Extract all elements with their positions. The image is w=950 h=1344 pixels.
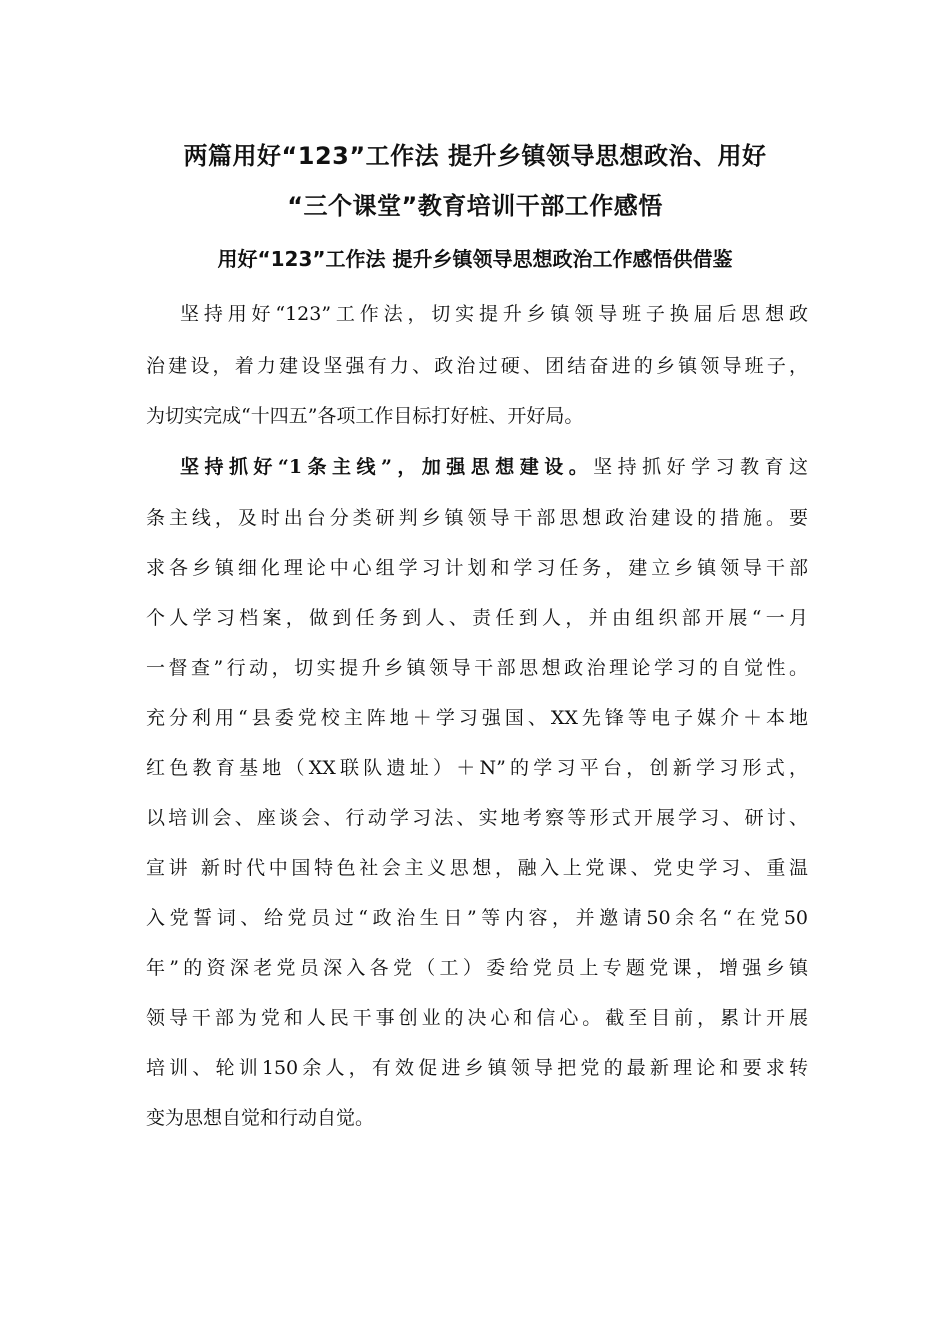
paragraph-2-line-6: 充分利用“县委党校主阵地＋学习强国、XX先锋等电子媒介＋本地 (146, 707, 808, 729)
paragraph-2-line-2: 条主线，及时出台分类研判乡镇领导干部思想政治建设的措施。要 (146, 507, 808, 529)
paragraph-2-line-4: 个人学习档案，做到任务到人、责任到人，并由组织部开展“一月 (146, 607, 808, 629)
paragraph-1-line-3: 为切实完成“十四五”各项工作目标打好桩、开好局。 (146, 405, 584, 427)
paragraph-1-line-2: 治建设，着力建设坚强有力、政治过硬、团结奋进的乡镇领导班子， (146, 355, 808, 377)
paragraph-2-line-3: 求各乡镇细化理论中心组学习计划和学习任务，建立乡镇领导干部 (146, 557, 808, 579)
paragraph-2-line-10: 入党誓词、给党员过“政治生日”等内容，并邀请50余名“在党50 (146, 907, 808, 929)
paragraph-2-line-5: 一督查”行动，切实提升乡镇领导干部思想政治理论学习的自觉性。 (146, 657, 808, 679)
paragraph-2-line-12: 领导干部为党和人民干事创业的决心和信心。截至目前，累计开展 (146, 1007, 808, 1029)
paragraph-2-line-7: 红色教育基地（XX联队遗址）＋N”的学习平台，创新学习形式， (146, 757, 808, 779)
document-title-line-2: “三个课堂”教育培训干部工作感悟 (287, 192, 663, 220)
paragraph-2-line-11: 年”的资深老党员深入各党（工）委给党员上专题党课，增强乡镇 (146, 957, 808, 979)
paragraph-2-first-rest: 坚持抓好学习教育这 (593, 456, 808, 478)
paragraph-2-line-13: 培训、轮训150余人，有效促进乡镇领导把党的最新理论和要求转 (146, 1057, 808, 1079)
paragraph-1-line-1: 坚持用好“123”工作法，切实提升乡镇领导班子换届后思想政 (180, 303, 808, 325)
paragraph-2-line-1 (180, 455, 808, 479)
document-title-line-1: 两篇用好“123”工作法 提升乡镇领导思想政治、用好 (183, 142, 767, 170)
section-heading: 用好“123”工作法 提升乡镇领导思想政治工作感悟供借鉴 (217, 247, 733, 271)
paragraph-2-line-8: 以培训会、座谈会、行动学习法、实地考察等形式开展学习、研讨、 (146, 807, 808, 829)
paragraph-2-bold-lead: 坚持抓好“1条主线”，加强思想建设。 (180, 456, 594, 478)
paragraph-2-line-9: 宣讲 新时代中国特色社会主义思想，融入上党课、党史学习、重温 (146, 857, 808, 879)
paragraph-2-line-14: 变为思想自觉和行动自觉。 (146, 1107, 375, 1129)
